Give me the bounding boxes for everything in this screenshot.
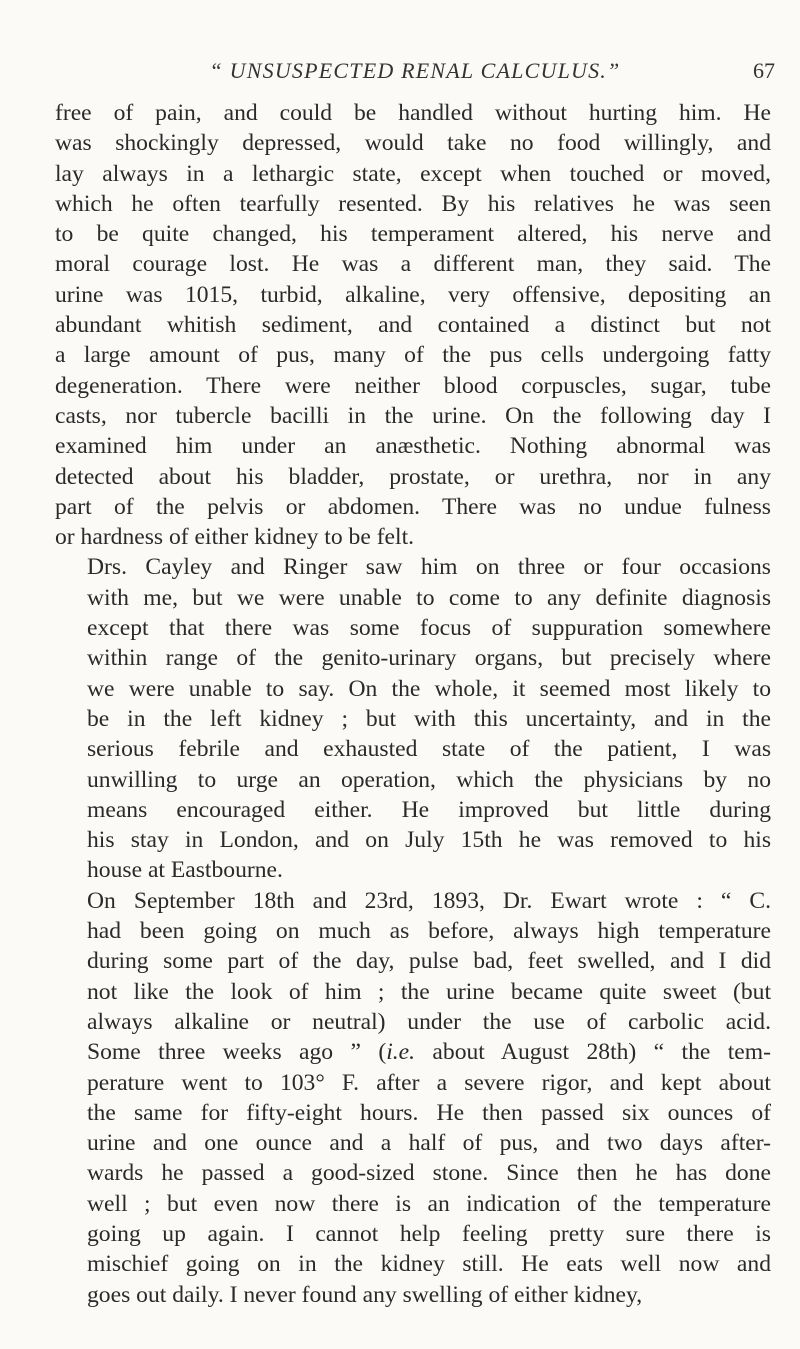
page-number: 67 <box>753 58 775 83</box>
text-line: means encouraged either. He improved but little during <box>87 796 771 823</box>
text-line: urine and one ounce and a half of pus, and two days after- <box>87 1130 771 1157</box>
text-line: detected about his bladder, prostate, or urethra, nor in any <box>55 463 771 490</box>
text-line: his stay in London, and on July 15th he was removed to his <box>87 827 771 854</box>
text-line: or hardness of either kidney to be felt. <box>55 524 415 551</box>
text-line: free of pain, and could be handled without hurting him. He <box>55 100 771 126</box>
text-line: casts, nor tubercle bacilli in the urine. On the following day I <box>55 402 771 429</box>
text-line: Some three weeks ago ” (i.e. about August 28th) “ the tem- <box>87 1039 771 1066</box>
text-line: Drs. Cayley and Ringer saw him on three or four occasions <box>87 554 771 581</box>
text-line: lay always in a lethargic state, except when touched or moved, <box>55 160 771 187</box>
running-head <box>55 58 775 88</box>
text-line: the same for fifty-eight hours. He then passed six ounces of <box>87 1099 771 1126</box>
running-title: “ UNSUSPECTED RENAL CALCULUS.” <box>209 58 621 83</box>
text-line: abundant whitish sediment, and contained a distinct but not <box>55 312 771 339</box>
paragraph <box>55 886 771 1310</box>
text-line: On September 18th and 23rd, 1893, Dr. Ewart wrote : “ C. <box>87 887 771 914</box>
text-line: with me, but we were unable to come to any definite diagnosis <box>87 584 771 611</box>
text-line: during some part of the day, pulse bad, feet swelled, and I did <box>87 948 771 975</box>
text-line: had been going on much as before, always high temperature <box>87 918 771 945</box>
paragraph <box>55 98 771 552</box>
text-line: degeneration. There were neither blood corpuscles, sugar, tube <box>55 372 771 399</box>
text-line: house at Eastbourne. <box>87 857 283 884</box>
paragraph <box>55 552 771 885</box>
text-line: urine was 1015, turbid, alkaline, very offensive, depositing an <box>55 281 771 308</box>
text-line: always alkaline or neutral) under the use of carbolic acid. <box>87 1008 771 1035</box>
text-line: not like the look of him ; the urine became quite sweet (but <box>87 978 771 1005</box>
text-line: to be quite changed, his temperament altered, his nerve and <box>55 221 771 248</box>
text-line: was shockingly depressed, would take no food willingly, and <box>55 130 771 157</box>
text-line: within range of the genito-urinary organs, but precisely where <box>87 645 771 672</box>
text-line: a large amount of pus, many of the pus cells undergoing fatty <box>55 342 771 369</box>
text-line: part of the pelvis or abdomen. There was no undue fulness <box>55 493 771 520</box>
text-line: mischief going on in the kidney still. He eats well now and <box>87 1251 771 1278</box>
text-line: be in the left kidney ; but with this uncertainty, and in the <box>87 705 771 732</box>
text-line: going up again. I cannot help feeling pretty sure there is <box>87 1220 771 1247</box>
text-line: wards he passed a good-sized stone. Since then he has done <box>87 1160 771 1187</box>
text-line: we were unable to say. On the whole, it seemed most likely to <box>87 675 771 702</box>
text-line: perature went to 103° F. after a severe rigor, and kept about <box>87 1069 771 1096</box>
text-line: examined him under an anæsthetic. Nothing abnormal was <box>55 433 771 460</box>
body-text <box>55 98 771 1310</box>
text-line: unwilling to urge an operation, which the physicians by no <box>87 766 771 793</box>
text-line: goes out daily. I never found any swelling of either kidney, <box>87 1281 643 1308</box>
text-line: which he often tearfully resented. By his relatives he was seen <box>55 190 771 217</box>
text-line: except that there was some focus of suppuration somewhere <box>87 615 771 642</box>
text-line: serious febrile and exhausted state of the patient, I was <box>87 736 771 763</box>
text-line: well ; but even now there is an indication of the temperature <box>87 1190 771 1217</box>
text-line: moral courage lost. He was a different man, they said. The <box>55 251 771 278</box>
